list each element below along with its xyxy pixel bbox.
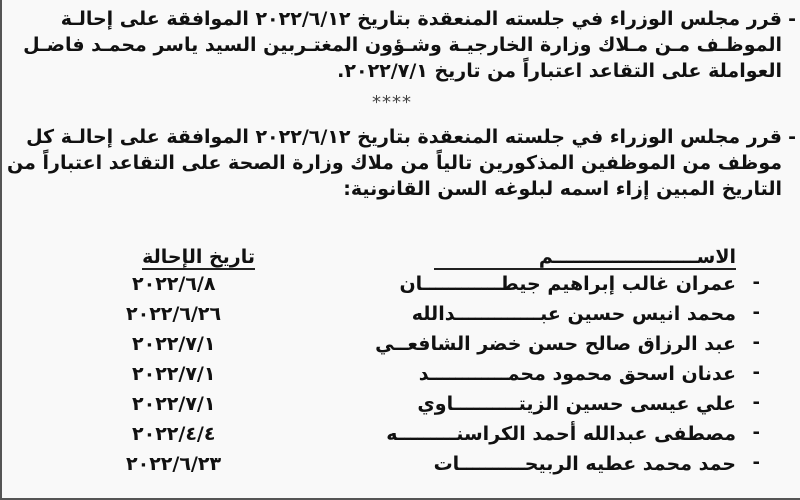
table-row	[2, 420, 800, 450]
employee-list	[2, 270, 800, 480]
name-column-header: الاســــــــــــــــــــــم	[434, 246, 736, 270]
employee-name: عمران غالب إبراهيم جيطــــــــــــان	[399, 273, 736, 295]
employee-name: محمد انيس حسين عبـــــــــــــدالله	[411, 303, 736, 325]
retirement-date: ٢٠٢٢/٧/١	[132, 363, 216, 385]
paragraph-line: العواملة على التقاعد اعتباراً من تاريخ ٢٠٢٢/٧/١.	[337, 60, 782, 82]
paragraph-line: موظف من الموظفين المذكورين تالياً من ملاك وزارة الصحة على التقاعد اعتباراً من	[7, 152, 782, 174]
table-row	[2, 300, 800, 330]
row-bullet: -	[752, 302, 760, 323]
paragraph-line: التاريخ المبين إزاء اسمه لبلوغه السن القانونية:	[343, 178, 782, 200]
section-separator: ****	[372, 92, 412, 113]
row-bullet: -	[752, 362, 760, 383]
paragraph-bullet: -	[788, 8, 796, 30]
paragraph-line: قرر مجلس الوزراء في جلسته المنعقدة بتاريخ ٢٠٢٢/٦/١٢ الموافقة على إحالـة كل	[26, 126, 782, 148]
retirement-date: ٢٠٢٢/٦/٨	[132, 273, 216, 295]
employee-name: مصطفى عبدالله أحمد الكراسنـــــــــه	[386, 423, 736, 445]
retirement-date: ٢٠٢٢/٦/٢٦	[126, 303, 222, 325]
table-row	[2, 450, 800, 480]
employee-name: عبد الرزاق صالح حسن خضر الشافعــي	[375, 333, 736, 355]
retirement-date: ٢٠٢٢/٦/٢٣	[126, 453, 222, 475]
paragraph-bullet: -	[788, 126, 796, 148]
row-bullet: -	[752, 332, 760, 353]
employee-name: حمد محمد عطيه الربيحــــــــــات	[433, 453, 736, 475]
row-bullet: -	[752, 452, 760, 473]
retirement-date: ٢٠٢٢/٧/١	[132, 333, 216, 355]
paragraph-cabinet-decision-2	[7, 124, 796, 202]
row-bullet: -	[752, 422, 760, 443]
row-bullet: -	[752, 392, 760, 413]
paragraph-line: قرر مجلس الوزراء في جلسته المنعقدة بتاريخ ٢٠٢٢/٦/١٢ الموافقة على إحالـة	[60, 8, 782, 30]
table-row	[2, 330, 800, 360]
table-row	[2, 360, 800, 390]
table-row	[2, 270, 800, 300]
date-column-header: تاريخ الإحالة	[142, 246, 255, 268]
retirement-date: ٢٠٢٢/٤/٤	[132, 423, 216, 445]
paragraph-cabinet-decision-1	[22, 6, 796, 84]
employee-name: عدنان اسحق محمود محمــــــــــــد	[418, 363, 736, 385]
row-bullet: -	[752, 272, 760, 293]
retirement-date: ٢٠٢٢/٧/١	[132, 393, 216, 415]
employee-name: علي عيسى حسين الزيتــــــــــاوي	[417, 393, 736, 415]
paragraph-line: الموظـف مـن مـلاك وزارة الخارجيـة وشـؤون المغتـربين السيد ياسر محمـد فاضـل	[23, 34, 782, 56]
table-row	[2, 390, 800, 420]
